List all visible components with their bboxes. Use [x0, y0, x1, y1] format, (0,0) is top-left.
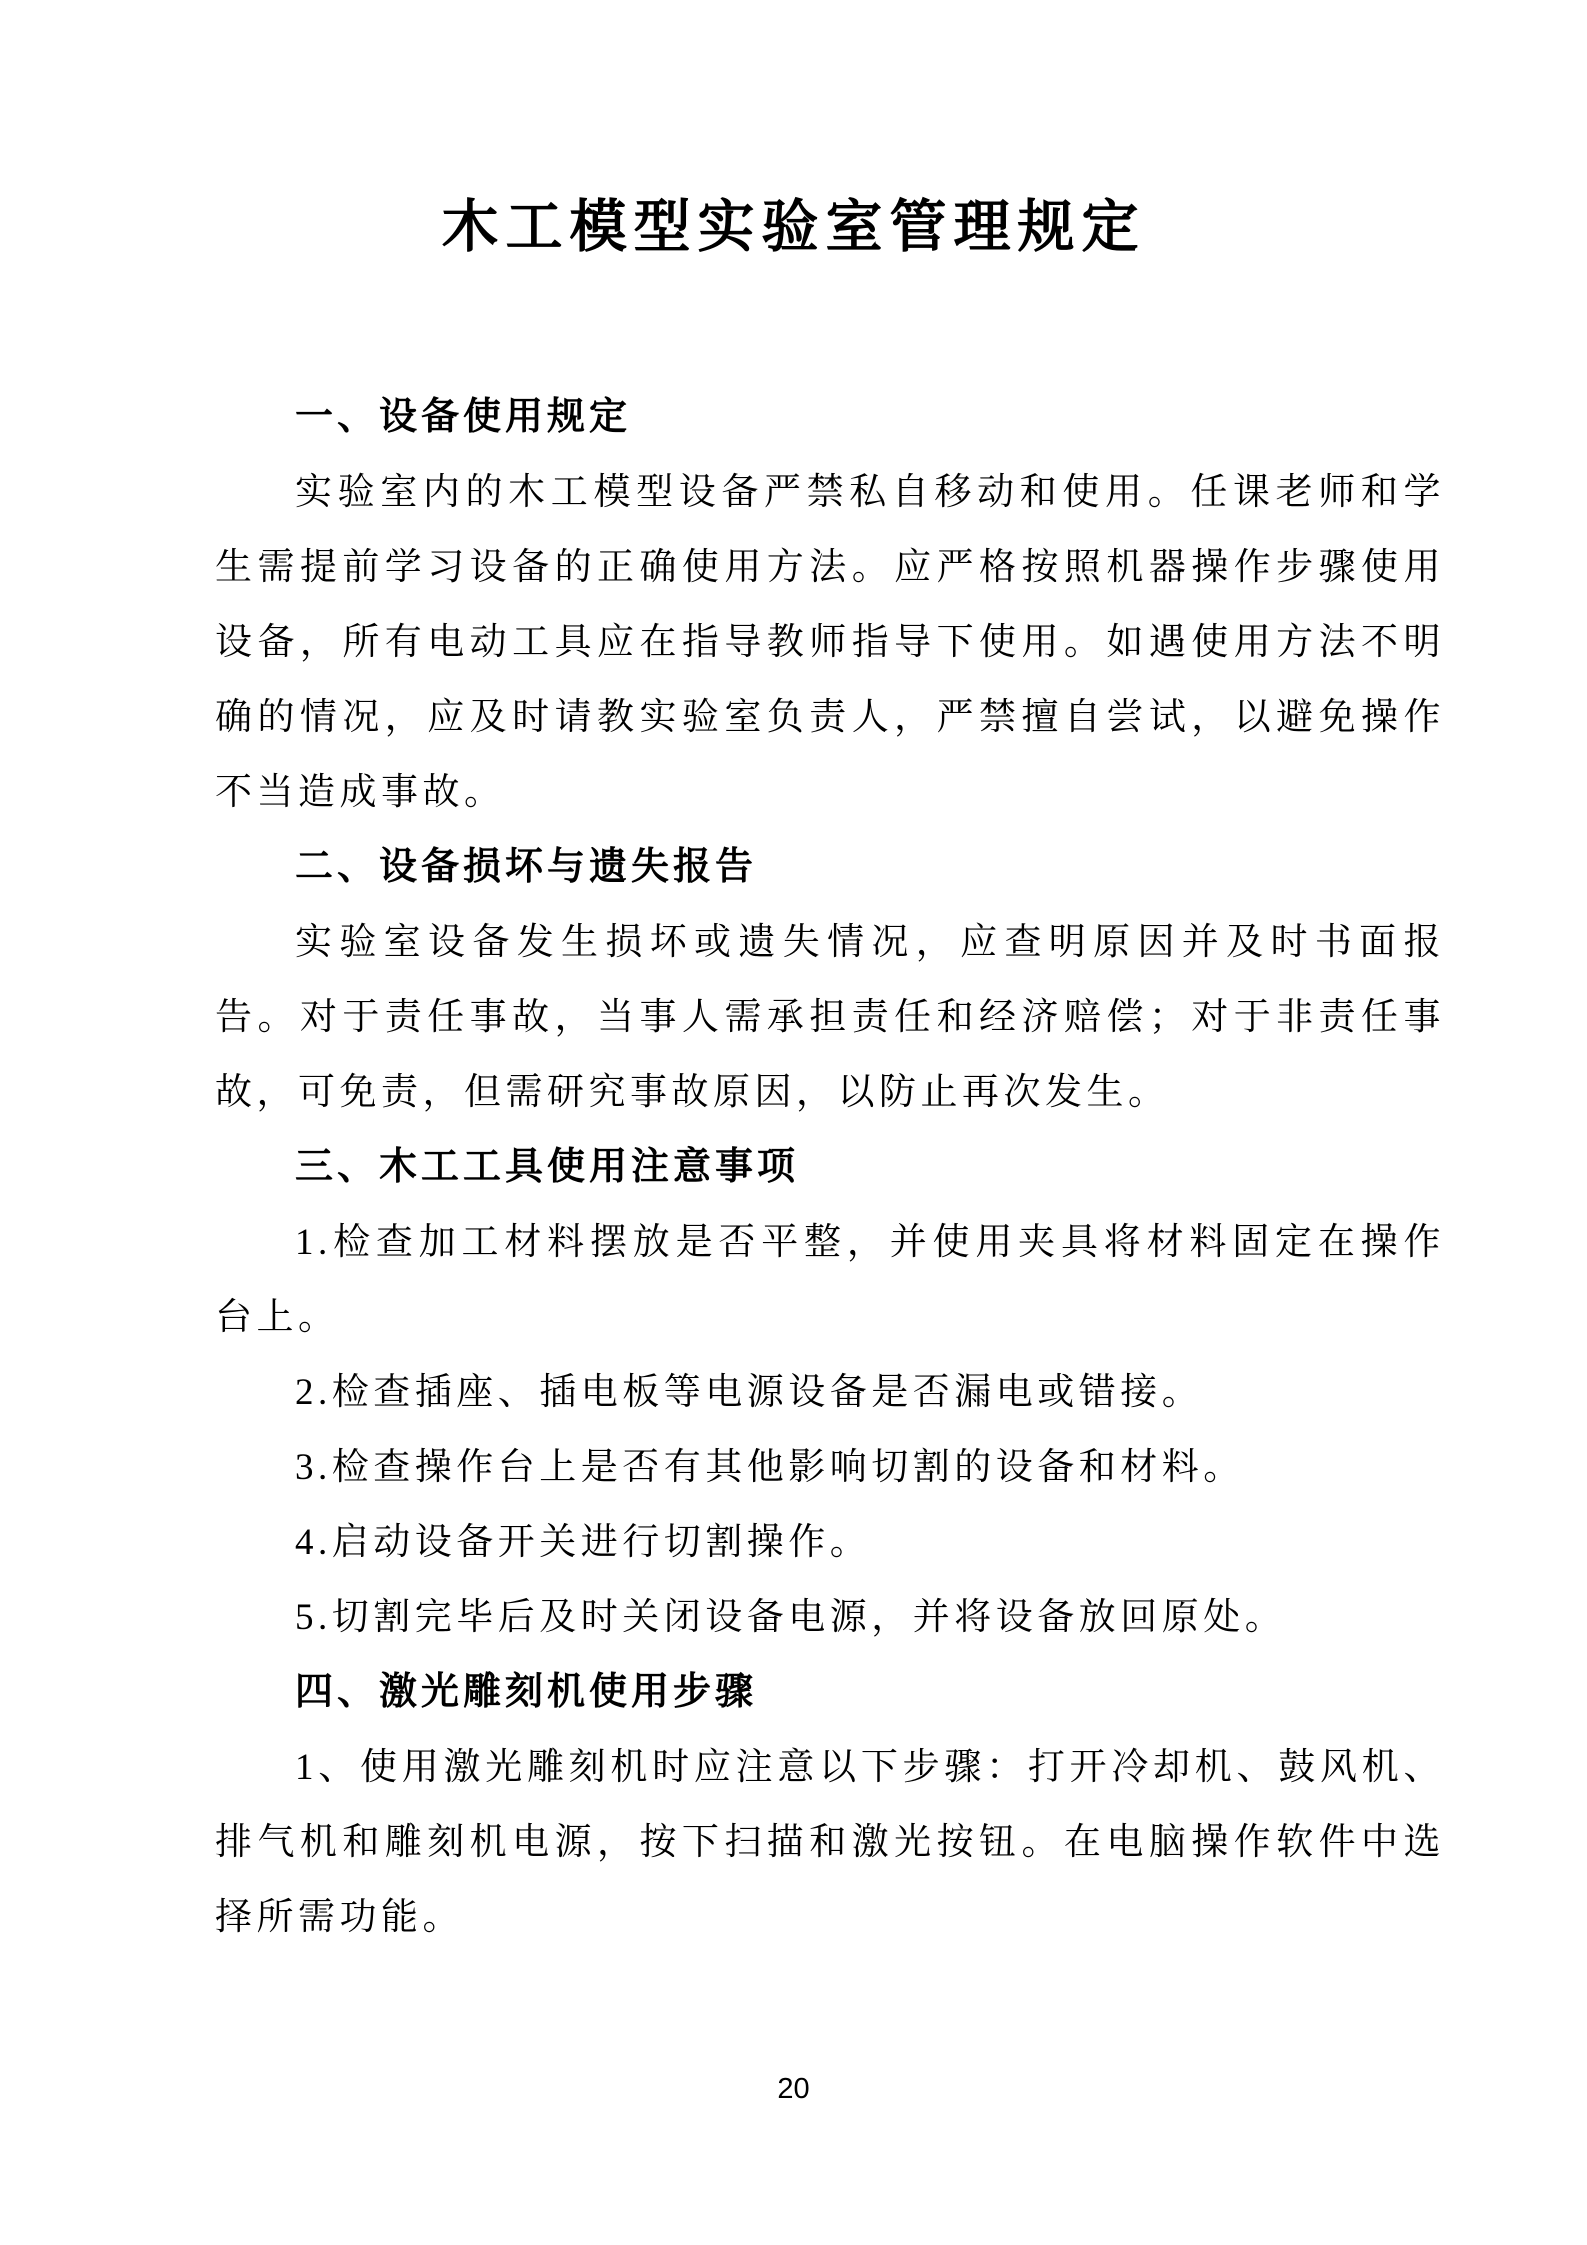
- document-title: 木工模型实验室管理规定: [441, 195, 1146, 259]
- list-item-1: 1.检查加工材料摆放是否平整，并使用夹具将材料固定在操作台上。: [215, 1222, 1445, 1338]
- list-item-5: 5.切割完毕后及时关闭设备电源，并将设备放回原处。: [295, 1597, 1287, 1638]
- list-item-3: 3.检查操作台上是否有其他影响切割的设备和材料。: [295, 1447, 1245, 1488]
- paragraph-damage-loss-report: 实验室设备发生损坏或遗失情况，应查明原因并及时书面报告。对于责任事故，当事人需承担责任和经济赔偿；对于非责任事故，可免责，但需研究事故原因，以防止再次发生。: [215, 922, 1445, 1113]
- paragraph-equipment-usage: 实验室内的木工模型设备严禁私自移动和使用。任课老师和学生需提前学习设备的正确使用方法。应严格按照机器操作步骤使用设备，所有电动工具应在指导教师指导下使用。如遇使用方法不明确的情况，应及时请教实验室负责人，严禁擅自尝试，以避免操作不当造成事故。: [215, 472, 1445, 813]
- paragraph-laser-engraver-steps: 1、使用激光雕刻机时应注意以下步骤：打开冷却机、鼓风机、排气机和雕刻机电源，按下扫描和激光按钮。在电脑操作软件中选择所需功能。: [215, 1747, 1445, 1938]
- page-number: 20: [777, 2073, 810, 2105]
- list-item-2: 2.检查插座、插电板等电源设备是否漏电或错接。: [295, 1372, 1204, 1413]
- section-heading-tool-precautions: 三、木工工具使用注意事项: [295, 1146, 800, 1188]
- section-heading-equipment-usage: 一、设备使用规定: [295, 396, 632, 438]
- section-heading-damage-loss-report: 二、设备损坏与遗失报告: [295, 846, 758, 888]
- document-body: [215, 380, 1445, 1955]
- list-item-4: 4.启动设备开关进行切割操作。: [295, 1522, 872, 1563]
- section-heading-laser-engraver-steps: 四、激光雕刻机使用步骤: [295, 1671, 758, 1713]
